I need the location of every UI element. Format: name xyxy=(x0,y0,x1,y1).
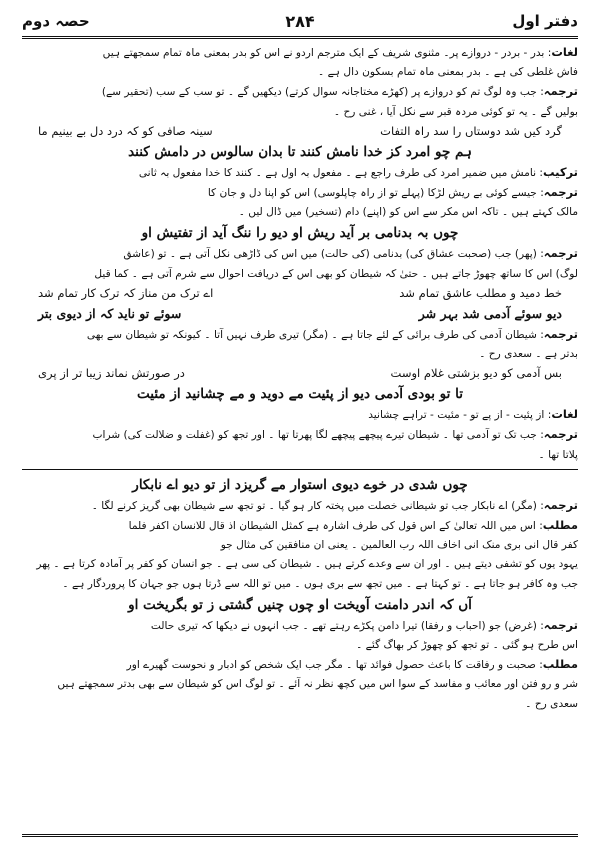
text-line xyxy=(22,244,578,264)
line-text: کفر قال انی بری منک انی اخاف اللہ رب العالمین ۔ یعنی ان منافقین کی مثال جو xyxy=(220,539,578,552)
section-lines-2 xyxy=(22,163,578,223)
line-text: : اس میں اللہ تعالیٰ کے اس قول کی طرف اشارہ ہے کمثل الشیطان اذ قال للانسان اکفر فلما xyxy=(128,520,543,533)
line-text: فاش غلطی کی ہے ۔ بدر بمعنی ماہ تمام بسکون دال ہے ۔ xyxy=(318,66,578,79)
text-line xyxy=(22,425,578,445)
line-label: مطلب xyxy=(542,657,578,672)
text-line xyxy=(22,655,578,675)
line-text: : (پھر) جب (صحبت عشاق کی) بدنامی (کی حالت) میں اس کی ڈاڑھی نکل آتی ہے ۔ تو (عاشق xyxy=(123,248,544,261)
text-line xyxy=(22,695,578,714)
header-part-title: حصہ دوم xyxy=(22,12,90,30)
text-line xyxy=(22,536,578,555)
line-label: ترجمہ xyxy=(543,427,578,442)
verse-2: چوں بہ بدنامی بر آید ریش او دیو را ننگ آید از تفتیش او xyxy=(141,225,459,242)
line-text: : شیطان آدمی کی طرف برائی کے لئے جاتا ہے ۔ (مگر) تیری طرف نہیں آتا ۔ کیونکہ تو شیطان سے بھی xyxy=(86,328,544,341)
section-lines-4 xyxy=(22,325,578,364)
section-lines-5 xyxy=(22,405,578,465)
line-text: بولیں گے ۔ یہ تو کوئی مردہ قبر سے نکل آیا ، غنی رح ۔ xyxy=(333,105,578,118)
line-text: سعدی رح ۔ xyxy=(525,697,578,710)
line-text: : جب وہ لوگ تم کو دروازے پر (کھڑے مختاجانہ سوال کرتے) دیکھیں گے ۔ تو سب کے سب (تحقیر سے) xyxy=(101,86,544,99)
text-line xyxy=(22,675,578,694)
line-text: : نامش میں ضمیر امرد کی طرف راجع ہے ۔ مفعول بہ اول ہے ۔ کنند کا خدا مفعول بہ ثانی xyxy=(138,166,543,179)
header-rule xyxy=(22,36,578,39)
text-line xyxy=(22,163,578,183)
line-text: : جیسے کوئی بے ریش لڑکا (پہلے تو از راہ چاپلوسی) اس کو اپنا دل و جان کا xyxy=(207,187,544,200)
header-book-title: دفتر اول xyxy=(512,12,578,30)
text-line xyxy=(22,345,578,364)
line-label: ترکیب xyxy=(542,164,578,179)
verse-4: چوں شدی در خوے دیوی استوار مے گریزد از تو دیو اے نابکار xyxy=(132,476,468,493)
line-label: ترجمہ xyxy=(543,246,578,261)
verse-1: ہم چو امرد کز خدا نامش کنند تا بدان سالوس در دامش کنند xyxy=(128,143,472,160)
text-line xyxy=(22,516,578,536)
line-text: : از پئیت - از پے تو - مئیت - تراہے چشانید xyxy=(368,409,552,422)
couplet-2b-right: دیو سوئے آدمی شد بہر شر xyxy=(418,305,562,321)
line-label: مطلب xyxy=(542,518,578,533)
line-label: ترجمہ xyxy=(543,617,578,632)
couplet-2a-left: اے ترک من مناز کہ ترک کار تمام شد xyxy=(38,285,214,300)
line-label: لغات xyxy=(551,45,578,59)
text-line xyxy=(22,405,578,425)
line-label: ترجمہ xyxy=(543,326,578,341)
line-text: جب وہ کافر ہو جاتا ہے ۔ تو کہتا ہے ۔ میں تجھ سے بری ہوں ۔ میں تو اللہ سے ڈرتا ہوں جو جہان کا پروردگار ہے ۔ xyxy=(62,577,578,590)
text-line xyxy=(22,446,578,465)
page-number: ۲۸۴ xyxy=(285,11,315,31)
text-line xyxy=(22,496,578,516)
line-text: : بدر - بردر - دروازے پر۔ مثنوی شریف کے ایک مترجم اردو نے اس کو بدر بمعنی ماہ تمام سمجھتے ہیں xyxy=(102,47,552,59)
text-line xyxy=(22,555,578,574)
footer-rule xyxy=(22,834,578,837)
section-lines-6 xyxy=(22,496,578,594)
verse-5: آں کہ اندر دامنت آویخت او چوں چنیں گشتی ز تو بگریخت او xyxy=(128,596,472,613)
verse-3: تا تو بودی آدمی دیو از پئیت مے دوید و مے چشانید از مئیت xyxy=(137,386,463,403)
text-line xyxy=(22,575,578,594)
text-line xyxy=(22,43,578,63)
line-label: ترجمہ xyxy=(543,185,578,200)
line-text: یہود یوں کو تشفی دیتے ہیں ۔ اور ان سے وعدے کرتے ہیں ۔ شیطان کی سی ہے ۔ جو انسان کو کفر پر آمادہ کرتا ہے ۔ پھر xyxy=(36,558,578,571)
section-lines-7 xyxy=(22,616,578,714)
couplet-2b-left: سوئے تو ناید کہ از دیوی بتر xyxy=(38,305,182,321)
couplet-2a-right: خط دمید و مطلب عاشق تمام شد xyxy=(399,285,562,300)
line-text: : جب تک تو آدمی تھا ۔ شیطان تیرے پیچھے پیچھے لگا پھرتا تھا ۔ اور تجھ کو (غفلت و ضلالت کی) شراب xyxy=(92,429,544,442)
couplet-3-right: بس آدمی کو دیو بزشتی غلام اوست xyxy=(390,366,562,381)
couplet-1 xyxy=(22,122,578,141)
line-text: اس طرح ہو گئی ۔ تو تجھ کو چھوڑ کر بھاگ گئے ۔ xyxy=(356,639,578,652)
text-line xyxy=(22,203,578,222)
line-text: پلاتا تھا ۔ xyxy=(538,448,578,461)
line-text: مالک کہتے ہیں ۔ تاکہ اس مکر سے اس کو (اپنے) دام (تسخیر) میں ڈال لیں ۔ xyxy=(238,206,578,219)
text-line xyxy=(22,103,578,122)
line-label: لغات xyxy=(551,407,578,422)
section-divider xyxy=(22,469,578,470)
text-line xyxy=(22,265,578,284)
line-label: ترجمہ xyxy=(543,84,578,99)
line-text: شر و رو فتن اور معائب و مفاسد کے سوا اس میں کچھ نظر نہ آئے ۔ تو لوگ اس کو شیطان سے بھی بدتر سمجھتے ہیں xyxy=(57,678,578,691)
line-text: : صحبت و رفاقت کا باعث حصول فوائد تھا ۔ مگر جب ایک شخص کو ادبار و نحوست گھیرے اور xyxy=(126,659,543,672)
section-lines-1 xyxy=(22,43,578,122)
couplet-1-left: سینہ صافی کو کہ درد دل بے بینیم ما xyxy=(38,123,213,138)
line-label: ترجمہ xyxy=(543,497,578,512)
line-text: بدتر ہے ۔ سعدی رح ۔ xyxy=(479,348,578,361)
text-line xyxy=(22,636,578,655)
couplet-3 xyxy=(22,364,578,383)
line-text: : (غرض) جو (احباب و رفقا) تیرا دامن پکڑے رہتے تھے ۔ جب انہوں نے دیکھا کہ تیری حالت xyxy=(150,619,544,632)
section-lines-3 xyxy=(22,244,578,283)
couplet-2a xyxy=(22,284,578,303)
line-text: : (مگر) اے نابکار جب تو شیطانی خصلت میں پختہ کار ہو گیا ۔ تو تجھ سے شیطان بھی گریز کرنے لگا ۔ xyxy=(91,499,544,512)
text-line xyxy=(22,63,578,82)
couplet-1-right: گرد کیں شد دوستاں را سد راہ التفات xyxy=(380,123,562,138)
couplet-2b xyxy=(22,303,578,325)
couplet-3-left: در صورتش نماند زیبا تر از پری xyxy=(38,366,185,381)
page-header xyxy=(22,8,578,34)
text-line xyxy=(22,325,578,345)
page-body xyxy=(22,43,578,714)
line-text: لوگ) اس کا ساتھ چھوڑ جاتے ہیں ۔ حتیٰ کہ شیطان کو بھی اس کے دریافت احوال سے شرم آتی ہے ۔ کما قیل xyxy=(94,267,578,280)
text-line xyxy=(22,82,578,102)
text-line xyxy=(22,616,578,636)
text-line xyxy=(22,183,578,203)
